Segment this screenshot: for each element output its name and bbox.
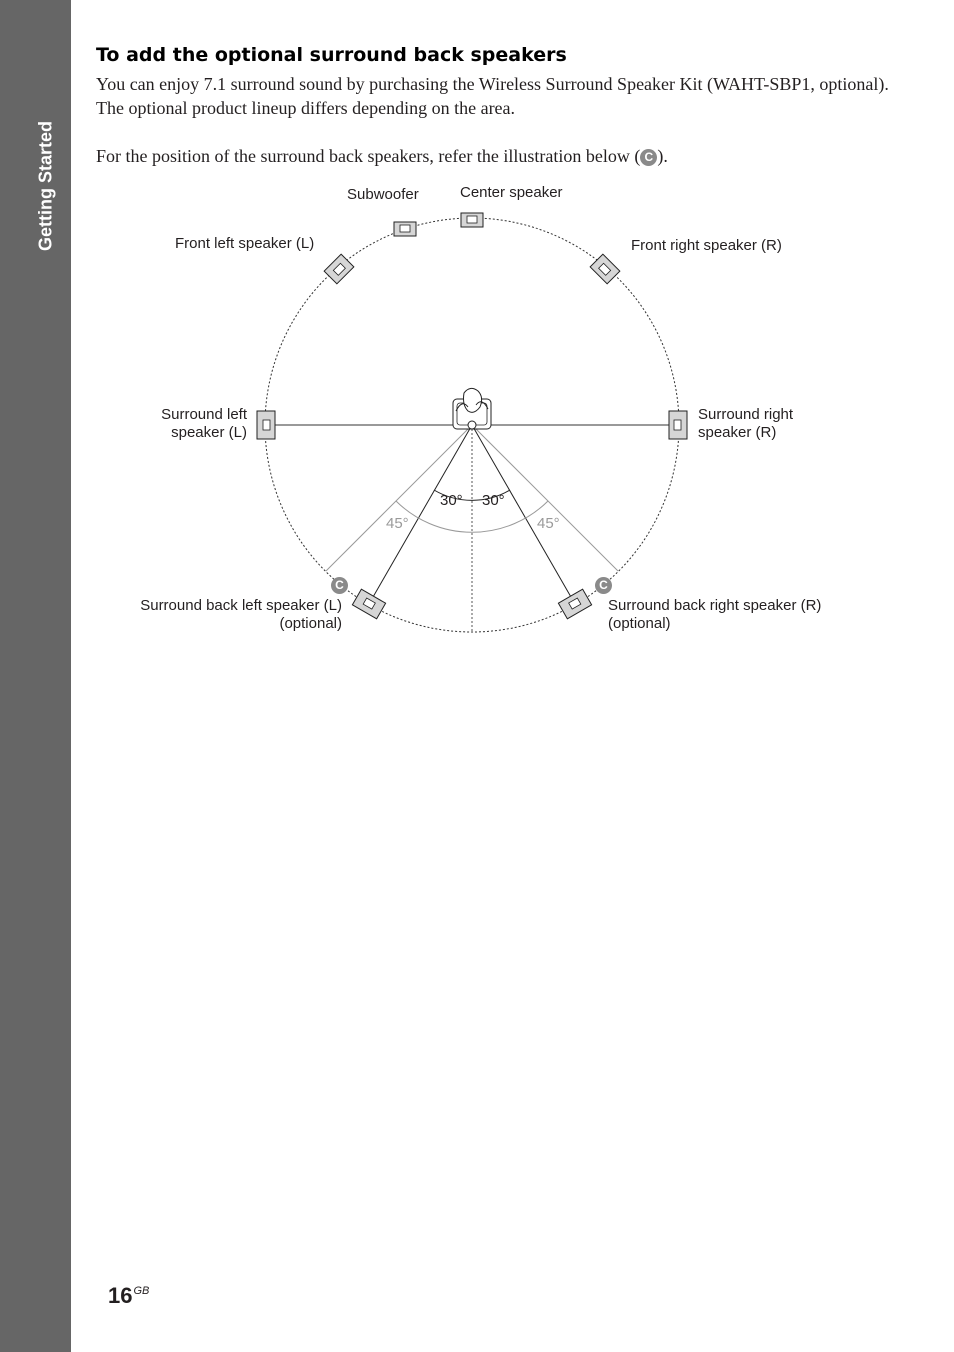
subwoofer-icon — [394, 222, 416, 236]
label-surround-left — [140, 406, 247, 442]
label-surround-right-line1: Surround right — [698, 406, 794, 423]
surround-back-right-speaker-icon — [558, 589, 591, 619]
label-subwoofer: Subwoofer — [347, 186, 419, 203]
label-surround-right — [698, 406, 793, 442]
c-marker-left: C — [331, 577, 348, 594]
section-heading: To add the optional surround back speakers — [96, 44, 567, 66]
listener-icon — [453, 388, 491, 429]
angle-outer-left: 45° — [386, 515, 409, 532]
label-back-left-line1: Surround back left speaker (L) — [140, 597, 342, 614]
label-surround-back-right — [608, 597, 821, 633]
label-front-right: Front right speaker (R) — [631, 237, 782, 254]
angle-outer-right: 45° — [537, 515, 560, 532]
label-back-left-line2: (optional) — [279, 615, 342, 632]
surround-left-speaker-icon — [257, 411, 275, 439]
label-front-left: Front left speaker (L) — [175, 235, 315, 252]
label-back-right-line2: (optional) — [608, 615, 671, 632]
c-marker-inline: C — [640, 149, 657, 166]
page-number-value: 16 — [108, 1283, 133, 1308]
angle-inner-left: 30° — [440, 492, 463, 509]
label-surround-right-line2: speaker (R) — [698, 424, 777, 441]
page-number — [108, 1283, 149, 1309]
surround-right-speaker-icon — [669, 411, 687, 439]
label-surround-left-line1: Surround left — [161, 406, 247, 423]
label-back-right-line1: Surround back right speaker (R) — [608, 597, 822, 614]
page-number-suffix: GB — [133, 1285, 150, 1297]
c-marker-right: C — [595, 577, 612, 594]
left-30-line — [369, 425, 472, 604]
center-speaker-icon — [461, 213, 483, 227]
label-surround-left-line2: speaker (L) — [171, 424, 247, 441]
angle-inner-right: 30° — [482, 492, 505, 509]
position-text: For the position of the surround back speakers, refer the illustration below ( — [96, 146, 641, 166]
label-center-speaker: Center speaker — [460, 184, 563, 201]
side-tab-label: Getting Started — [35, 120, 56, 252]
front-right-speaker-icon — [590, 254, 620, 284]
label-surround-back-left — [110, 597, 342, 633]
front-left-speaker-icon — [324, 254, 354, 284]
intro-paragraph: You can enjoy 7.1 surround sound by purchasing the Wireless Surround Speaker Kit (WAHT-SBP1, optional). The optional product lineup differs depending on the area. — [96, 74, 889, 118]
position-text-end: ). — [657, 146, 668, 166]
surround-back-left-speaker-icon — [352, 589, 385, 619]
